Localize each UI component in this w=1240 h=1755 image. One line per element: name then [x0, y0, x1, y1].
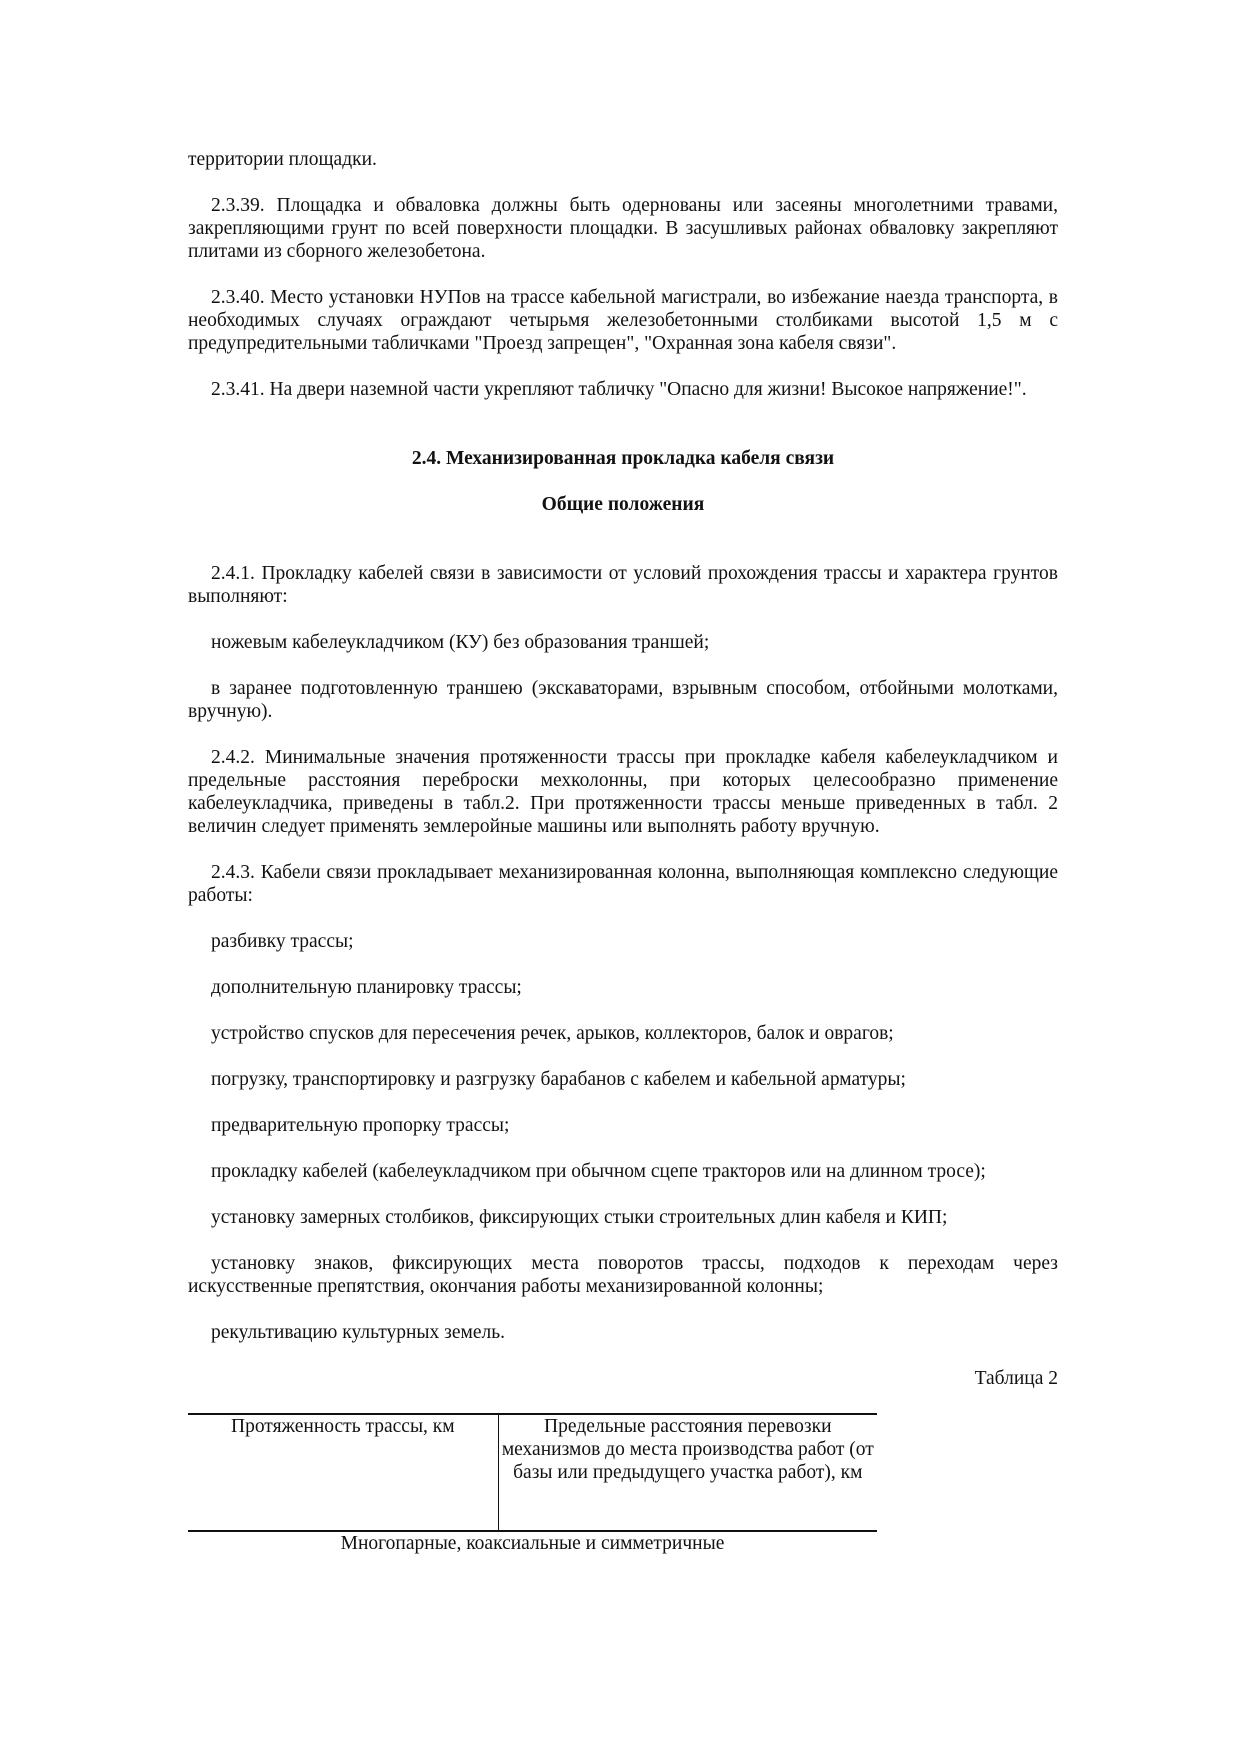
paragraph: территории площадки.	[188, 149, 377, 170]
spacer	[188, 539, 1058, 562]
subsection-title: Общие положения	[541, 494, 705, 515]
list-item: предварительную пропорку трассы;	[211, 1115, 510, 1136]
table-subheader: Многопарные, коаксиальные и симметричные	[340, 1533, 725, 1554]
list-item: устройство спусков для пересечения речек, арыков, коллекторов, балок и оврагов;	[211, 1023, 894, 1044]
list-item: установку знаков, фиксирующих места поворотов трассы, подходов к переходам через искусственные препятствия, окончания работы механизированной колонны;	[188, 1253, 1058, 1297]
paragraph: 2.4.2. Минимальные значения протяженности трассы при прокладке кабеля кабелеукладчиком и предельные расстояния переброски мехколонны, при которых целесообразно применение кабелеукладчика, приведены в табл.2. При протяженности трассы меньше приведенных в табл. 2 величин следует применять землеройные машины или выполнять работу вручную.	[188, 747, 1058, 837]
table-header-row	[188, 1414, 877, 1531]
spacer	[188, 424, 1058, 447]
table-caption: Таблица 2	[974, 1368, 1058, 1389]
list-item: прокладку кабелей (кабелеукладчиком при обычном сцепе тракторов или на длинном тросе);	[211, 1161, 986, 1182]
paragraph: 2.3.41. На двери наземной части укрепляют табличку "Опасно для жизни! Высокое напряжение!".	[211, 379, 1027, 400]
list-item: погрузку, транспортировку и разгрузку барабанов с кабелем и кабельной арматуры;	[211, 1069, 906, 1090]
paragraph: 2.4.1. Прокладку кабелей связи в зависимости от условий прохождения трассы и характера грунтов выполняют:	[188, 563, 1058, 607]
table-subheader-row	[188, 1531, 877, 1555]
table-header-cell: Предельные расстояния перевозки механизмов до места производства работ (от базы или предыдущего участка работ), км	[498, 1414, 877, 1531]
paragraph: 2.4.3. Кабели связи прокладывает механизированная колонна, выполняющая комплексно следующие работы:	[188, 862, 1058, 906]
table-header-cell: Протяженность трассы, км	[188, 1414, 498, 1531]
list-item: в заранее подготовленную траншею (экскаваторами, взрывным способом, отбойными молотками, вручную).	[188, 678, 1058, 722]
list-item: дополнительную планировку трассы;	[211, 977, 522, 998]
list-item: установку замерных столбиков, фиксирующих стыки строительных длин кабеля и КИП;	[211, 1207, 948, 1228]
section-title: 2.4. Механизированная прокладка кабеля связи	[411, 448, 835, 469]
list-item: рекультивацию культурных земель.	[211, 1322, 506, 1343]
list-item: разбивку трассы;	[211, 931, 354, 952]
list-item: ножевым кабелеукладчиком (КУ) без образования траншей;	[211, 632, 710, 653]
data-table	[188, 1413, 877, 1555]
paragraph: 2.3.40. Место установки НУПов на трассе кабельной магистрали, во избежание наезда транспорта, в необходимых случаях ограждают четырьмя железобетонными столбиками высотой 1,5 м с предупредительными табличками "Проезд запрещен", "Охранная зона кабеля связи".	[188, 287, 1058, 354]
document-page	[188, 148, 1058, 1555]
paragraph: 2.3.39. Площадка и обваловка должны быть одернованы или засеяны многолетними травами, закрепляющими грунт по всей поверхности площадки. В засушливых районах обваловку закрепляют плитами из сборного железобетона.	[188, 195, 1058, 262]
